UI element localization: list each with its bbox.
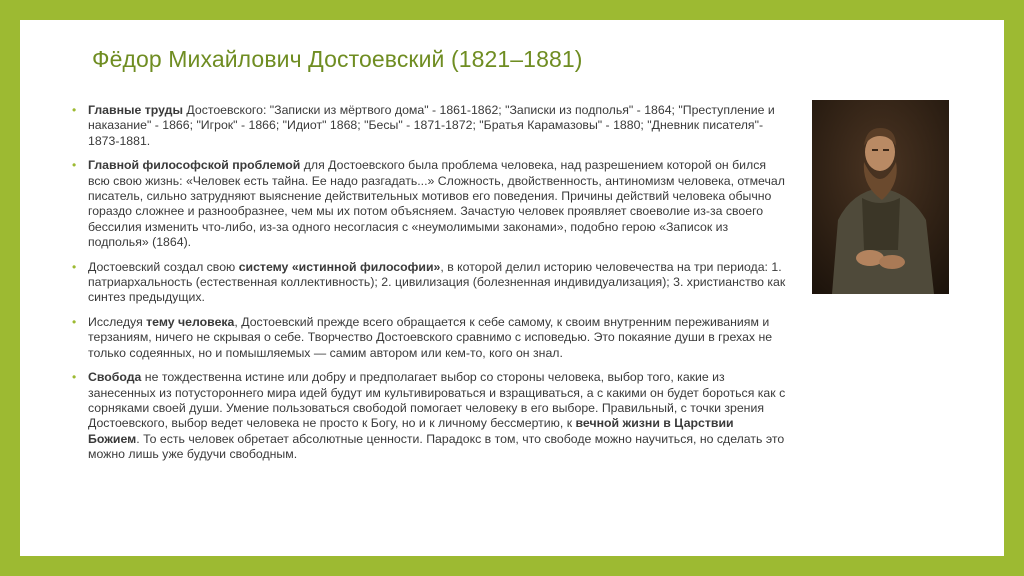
bullet-text: , в которой делил историю человечества на три периода: 1. патриархальность (естественная коллективность); 2. цивилизация (болезненная индивидуализация); 3. христианство как синтез предыдущих.: [88, 259, 786, 305]
bullet-bold-text: Главные труды: [88, 103, 183, 117]
bullet-text: Достоевский создал свою: [88, 259, 239, 274]
bullet-list: [72, 103, 788, 472]
portrait-illustration: [812, 100, 949, 294]
bullet-item: [72, 158, 788, 250]
bullet-dot-icon: •: [72, 259, 77, 274]
portrait-image: [812, 100, 949, 294]
bullet-text: , Достоевский прежде всего обращается к себе самому, к своим внутренним переживаниям и терзаниям, ничего не скрывая о себе. Творчество Достоевского сравнимо с исповедью. Это покаяние души в грехах не только содеянных, но и помышляемых — самим автором или кем-то, кого он знал.: [88, 314, 773, 360]
bullet-item: [72, 315, 788, 361]
bullet-bold-text: Главной философской проблемой: [88, 158, 301, 173]
bullet-dot-icon: •: [72, 103, 77, 117]
bullet-bold-text: вечной жизни в Царствии Божием: [88, 416, 734, 446]
bullet-bold-text: тему человека: [146, 314, 235, 329]
bullet-text: не тождественна истине или добру и предполагает выбор со стороны человека, выбор того, какие из занесенных из потустороннего мира идей будут им культивироваться и взращиваться, а с какими он будет бороться как с сорняками своей души. Умение пользоваться свободой помогает человеку в его выборе. Правильный, с точки зрения Достоевского, выбор ведет человека не просто к Богу, но и к личному бессмертию, к: [88, 370, 786, 431]
bullet-dot-icon: •: [72, 314, 77, 329]
bullet-text: Исследуя: [88, 314, 147, 329]
bullet-item: [72, 103, 788, 149]
bullet-text: Достоевского: "Записки из мёртвого дома" - 1861-1862; "Записки из подполья" - 1864; "Преступление и наказание" - 1866; "Игрок" - 1866; "Идиот" 1868; "Бесы" - 1871-1872; "Братья Карамазовы" - 1880; "Дневник писателя"- 1873-1881.: [88, 103, 775, 148]
bullet-bold-text: систему «истинной философии»: [238, 259, 441, 274]
bullet-dot-icon: •: [72, 158, 77, 173]
bullet-text: для Достоевского была проблема человека, над разрешением которой он бился всю свою жизнь: «Человек есть тайна. Ее надо разгадать...» Сложность, двойственность, антиномизм человека, отмечал писатель, сильно затрудняют выяснение действительных мотивов его поведения. Причины действий человека обычно гораздо сложнее и разнообразнее, чем мы их потом объясняем. Зачастую человек проявляет своеволие из-за своего бессилия изменить что-либо, из-за одного несогласия с «неумолимыми законами», подобно герою «Записок из подполья» (1864).: [88, 158, 785, 250]
bullet-item: [72, 370, 788, 462]
slide: [20, 20, 1004, 556]
slide-title: Фёдор Михайлович Достоевский (1821–1881): [92, 46, 583, 72]
bullet-text: . То есть человек обретает абсолютные ценности. Парадокс в том, что свободе можно научиться, но сделать это можно лишь уже будучи свободным.: [88, 431, 785, 462]
bullet-dot-icon: •: [72, 370, 77, 385]
bullet-bold-text: Свобода: [88, 370, 142, 385]
bullet-item: [72, 260, 788, 306]
